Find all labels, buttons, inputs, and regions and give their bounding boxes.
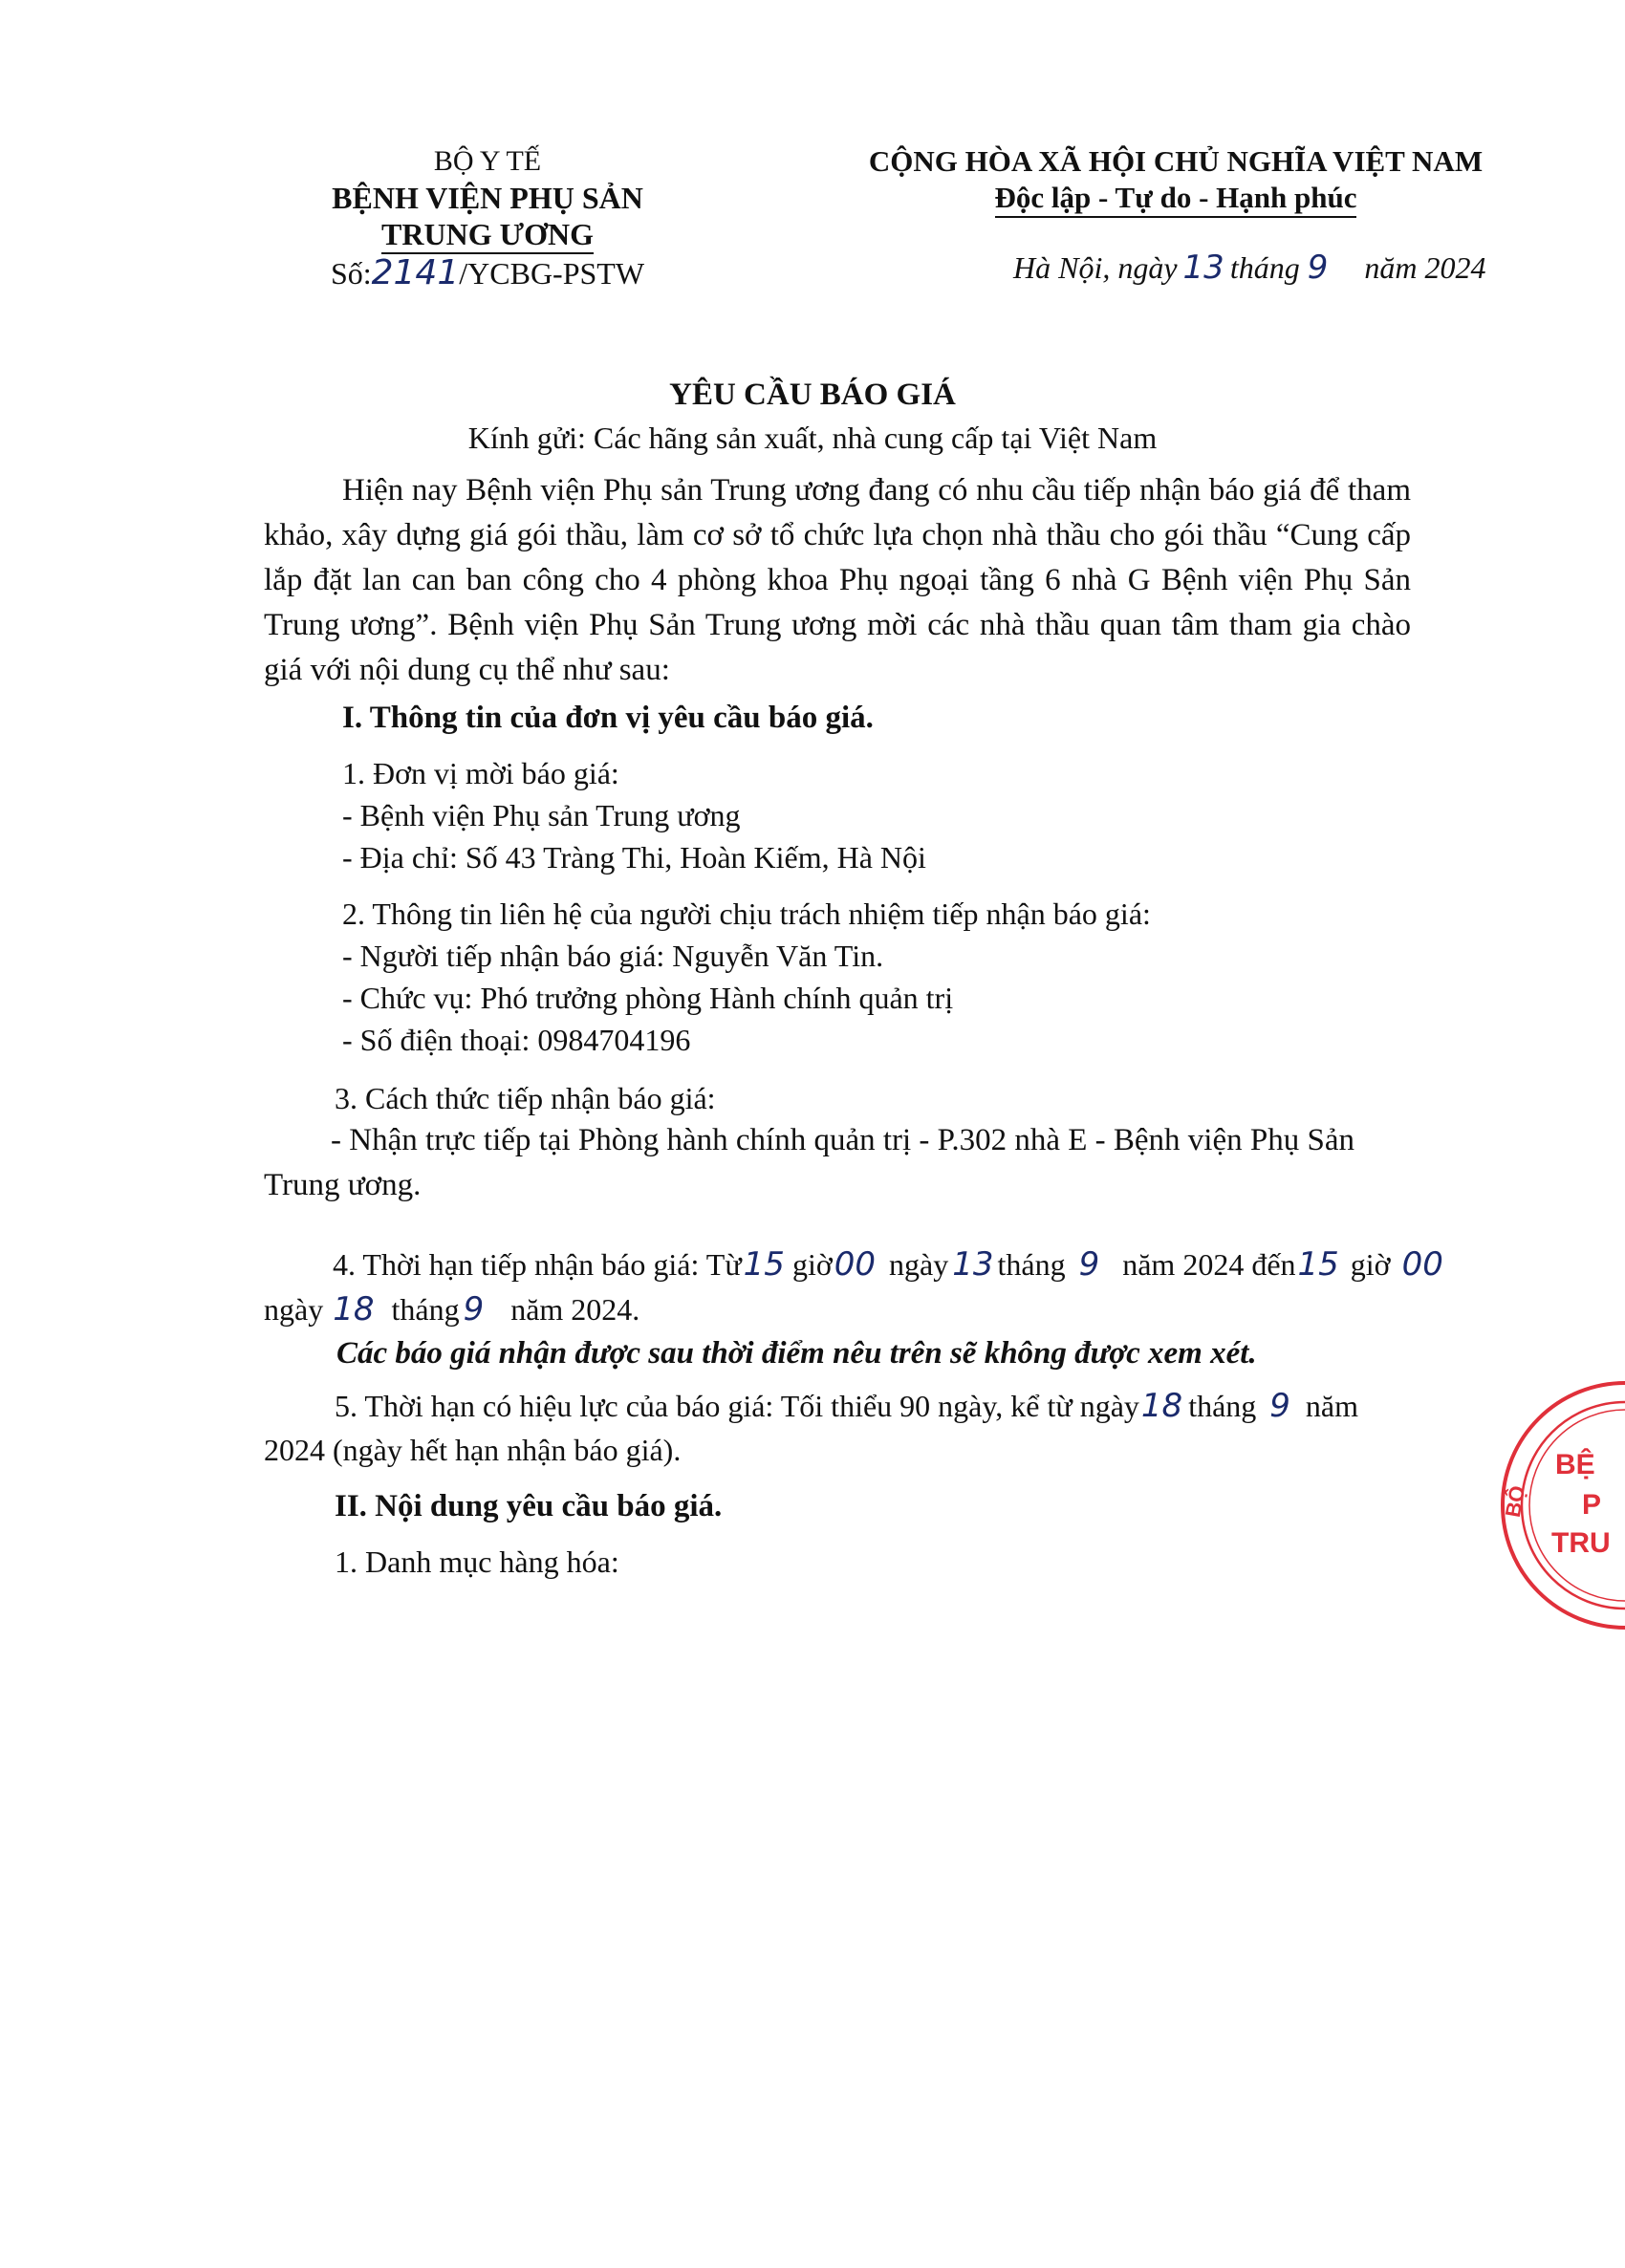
stamp-text-line2: P xyxy=(1582,1489,1602,1521)
section1-item2-phone: - Số điện thoại: 0984704196 xyxy=(342,1023,691,1057)
document-number xyxy=(287,252,688,294)
section1-item2: 2. Thông tin liên hệ của người chịu trách nhiệm tiếp nhận báo giá: xyxy=(342,896,1151,931)
stamp-side-text: BỘ xyxy=(1500,1483,1530,1520)
motto xyxy=(841,180,1510,216)
item3-detail-text: - Nhận trực tiếp tại Phòng hành chính quản trị - P.302 nhà E - Bệnh viện Phụ Sản Trung ương. xyxy=(264,1123,1354,1202)
item5-month-handwritten: 9 xyxy=(1269,1387,1290,1425)
section1-item5-line1 xyxy=(335,1384,1358,1428)
official-stamp xyxy=(1496,1376,1625,1634)
item4-text-c: ngày xyxy=(889,1247,949,1282)
country-name: CỘNG HÒA XÃ HỘI CHỦ NGHĨA VIỆT NAM xyxy=(868,144,1484,178)
ministry-name: BỘ Y TẾ xyxy=(433,145,542,177)
document-date xyxy=(1013,247,1485,289)
item5-text-c: năm xyxy=(1305,1389,1359,1423)
item5-day-handwritten: 18 xyxy=(1140,1387,1183,1425)
header-left xyxy=(287,143,688,294)
recipient-line: Kính gửi: Các hãng sản xuất, nhà cung cấp tại Việt Nam xyxy=(467,421,1158,455)
date-prefix: Hà Nội, ngày xyxy=(1013,250,1178,285)
item4-min1-handwritten: 00 xyxy=(834,1245,877,1284)
hospital-name-line2 xyxy=(287,216,688,252)
item4-month1-handwritten: 9 xyxy=(1078,1245,1100,1284)
item4-text-f: giờ xyxy=(1350,1247,1391,1282)
hospital-name-line1: BỆNH VIỆN PHỤ SẢN xyxy=(332,181,643,215)
section1-item2-person: - Người tiếp nhận báo giá: Nguyễn Văn Tin. xyxy=(342,939,884,973)
item4-text-e: năm 2024 đến xyxy=(1122,1247,1296,1282)
intro-paragraph xyxy=(264,468,1411,693)
section2-item1: 1. Danh mục hàng hóa: xyxy=(335,1544,619,1579)
doc-number-suffix: /YCBG-PSTW xyxy=(459,256,645,291)
section1-item3-detail xyxy=(264,1118,1401,1208)
item4-day2-handwritten: 18 xyxy=(333,1290,375,1328)
section2-heading: II. Nội dung yêu cầu báo giá. xyxy=(335,1489,723,1523)
section1-item4-line2 xyxy=(264,1287,639,1331)
section1-item2-position: - Chức vụ: Phó trưởng phòng Hành chính quản trị xyxy=(342,981,954,1015)
item4-text-b: giờ xyxy=(791,1247,833,1282)
section1-heading: I. Thông tin của đơn vị yêu cầu báo giá. xyxy=(342,701,874,735)
intro-text: Hiện nay Bệnh viện Phụ sản Trung ương đang có nhu cầu tiếp nhận báo giá để tham khảo, xây dựng giá gói thầu, làm cơ sở tổ chức lựa chọn nhà thầu cho gói thầu “Cung cấp lắp đặt lan can ban công cho 4 phòng khoa Phụ ngoại tầng 6 nhà G Bệnh viện Phụ Sản Trung ương”. Bệnh viện Phụ Sản Trung ương mời các nhà thầu quan tâm tham gia chào giá với nội dung cụ thể như sau: xyxy=(264,473,1411,687)
section1-item4-note: Các báo giá nhận được sau thời điểm nêu trên sẽ không được xem xét. xyxy=(336,1336,1257,1371)
item4-text-h: tháng xyxy=(391,1292,460,1327)
hospital-name-line2-text: TRUNG ƯƠNG xyxy=(381,217,594,254)
item4-min2-handwritten: 00 xyxy=(1401,1245,1443,1284)
motto-text: Độc lập - Tự do - Hạnh phúc xyxy=(995,181,1357,218)
date-month-handwritten: 9 xyxy=(1307,248,1329,287)
doc-number-handwritten: 2141 xyxy=(371,253,460,292)
date-year: năm 2024 xyxy=(1364,250,1486,285)
item4-text-a: 4. Thời hạn tiếp nhận báo giá: Từ xyxy=(333,1247,742,1282)
section1-item5-line2: 2024 (ngày hết hạn nhận báo giá). xyxy=(264,1433,682,1467)
section1-item3: 3. Cách thức tiếp nhận báo giá: xyxy=(335,1081,716,1115)
item4-text-g: ngày xyxy=(264,1292,324,1327)
stamp-text-line1: BỆ xyxy=(1555,1449,1595,1480)
item4-text-d: tháng xyxy=(997,1247,1066,1282)
item5-text-b: tháng xyxy=(1188,1389,1257,1423)
date-day-handwritten: 13 xyxy=(1182,248,1224,287)
item4-hour2-handwritten: 15 xyxy=(1297,1245,1339,1284)
stamp-text-line3: TRU xyxy=(1551,1527,1611,1559)
section1-item1-address: - Địa chỉ: Số 43 Tràng Thi, Hoàn Kiếm, Hà Nội xyxy=(342,840,926,875)
item4-hour1-handwritten: 15 xyxy=(743,1245,785,1284)
item5-text-a: 5. Thời hạn có hiệu lực của báo giá: Tối thiểu 90 ngày, kể từ ngày xyxy=(335,1389,1139,1423)
item4-day1-handwritten: 13 xyxy=(952,1245,994,1284)
date-month-label: tháng xyxy=(1229,250,1300,285)
document-title: YÊU CẦU BÁO GIÁ xyxy=(669,378,956,412)
section1-item1-unit: - Bệnh viện Phụ sản Trung ương xyxy=(342,798,741,832)
section1-item4-line1 xyxy=(333,1242,1443,1286)
item4-text-i: năm 2024. xyxy=(510,1292,640,1327)
item4-month2-handwritten: 9 xyxy=(463,1290,485,1328)
header-right xyxy=(841,143,1510,216)
doc-number-prefix: Số: xyxy=(330,256,372,291)
section1-item1: 1. Đơn vị mời báo giá: xyxy=(342,756,619,790)
